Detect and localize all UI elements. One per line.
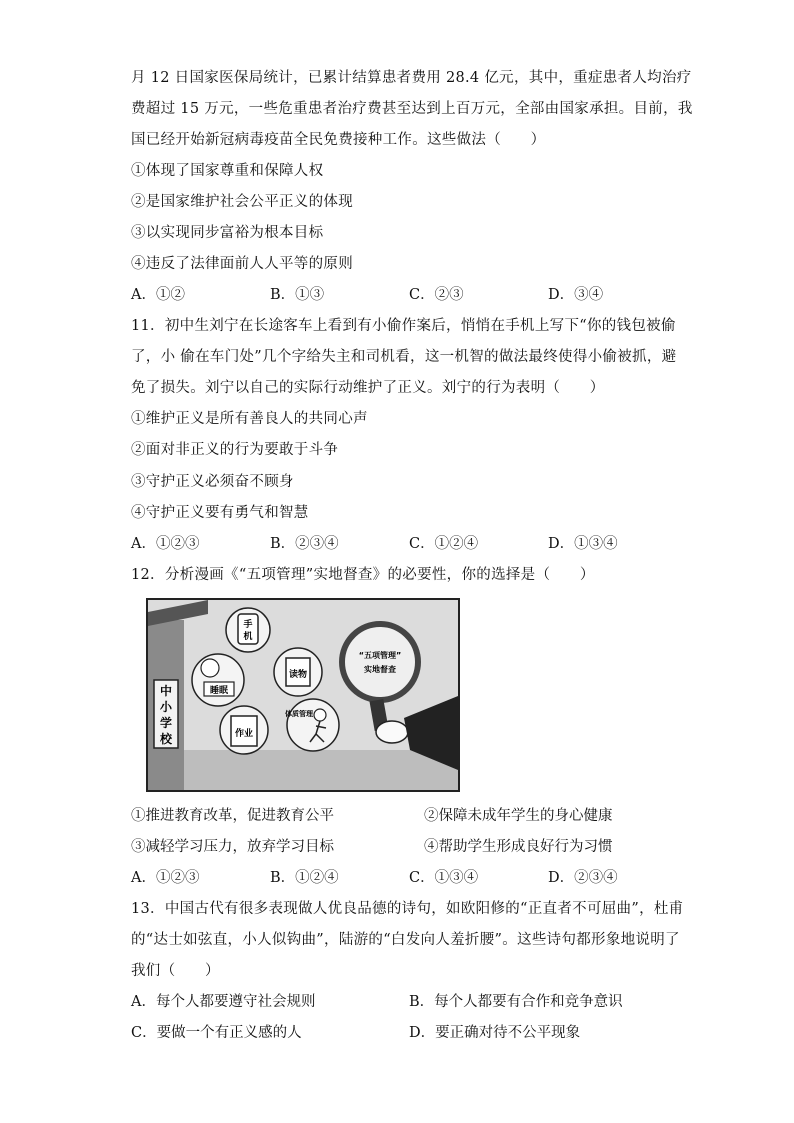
- q10-option-c[interactable]: C．②③: [409, 287, 464, 303]
- q12-option-a[interactable]: A．①②③: [131, 870, 200, 886]
- q11-option-d[interactable]: D．①③④: [548, 536, 618, 552]
- q11-statement-1: ①维护正义是所有善良人的共同心声: [131, 411, 368, 427]
- q11-option-b[interactable]: B．②③④: [270, 536, 339, 552]
- q11-statement-4: ④守护正义要有勇气和智慧: [131, 505, 309, 521]
- cartoon-drawing: [148, 600, 458, 790]
- sleep-bubble: [192, 654, 244, 706]
- hand-icon: [376, 721, 408, 743]
- runner-head-icon: [314, 709, 326, 721]
- q11-statement-2: ②面对非正义的行为要敢于斗争: [131, 442, 339, 458]
- q11-line-2: 了，小 偷在车门处”几个字给失主和司机看，这一机智的做法最终使得小偷被抓，避: [131, 349, 677, 365]
- cartoon-image: [146, 598, 460, 792]
- q10-statement-3: ③以实现同步富裕为根本目标: [131, 225, 324, 241]
- cartoon-ground: [148, 750, 458, 790]
- q12-statement-4: ④帮助学生形成良好行为习惯: [424, 839, 613, 855]
- q11-line-3: 免了损失。刘宁以自己的实际行动维护了正义。刘宁的行为表明（ ）: [131, 380, 605, 396]
- q13-line-3: 我们（ ）: [131, 963, 220, 979]
- q13-option-b[interactable]: B．每个人都要有合作和竞争意识: [409, 994, 623, 1010]
- q13-line-2: 的“达士如弦直，小人似钩曲”，陆游的“白发向人羞折腰”。这些诗句都形象地说明了: [131, 932, 680, 948]
- q12-option-c[interactable]: C．①③④: [409, 870, 479, 886]
- q10-option-a[interactable]: A．①②: [131, 287, 185, 303]
- phone-char-1: 手: [243, 620, 253, 630]
- q10-line-1: 月 12 日国家医保局统计，已累计结算患者费用 28.4 亿元，其中，重症患者人均治疗: [131, 70, 692, 86]
- sleep-label: 睡眠: [209, 686, 229, 696]
- sleeping-face-icon: [201, 659, 219, 677]
- magnifying-glass-icon: [342, 624, 418, 700]
- q10-statement-1: ①体现了国家尊重和保障人权: [131, 163, 324, 179]
- q13-option-c[interactable]: C．要做一个有正义感的人: [131, 1025, 302, 1041]
- q13-line-1: 13．中国古代有很多表现做人优良品德的诗句，如欧阳修的“正直者不可屈曲”，杜甫: [131, 901, 684, 917]
- lens-text-2: 实地督查: [364, 665, 396, 674]
- q12-statement-1: ①推进教育改革，促进教育公平: [131, 808, 334, 824]
- q12-option-b[interactable]: B．①②④: [270, 870, 339, 886]
- q12-option-d[interactable]: D．②③④: [548, 870, 618, 886]
- q10-option-d[interactable]: D．③④: [548, 287, 604, 303]
- school-char-2: 小: [159, 700, 173, 714]
- school-char-4: 校: [159, 732, 173, 746]
- lens-text-1: “五项管理”: [358, 651, 402, 660]
- q13-option-a[interactable]: A．每个人都要遵守社会规则: [131, 994, 316, 1010]
- physique-bubble: [287, 699, 339, 751]
- q11-statement-3: ③守护正义必须奋不顾身: [131, 474, 294, 490]
- phone-char-2: 机: [243, 632, 253, 642]
- q11-option-a[interactable]: A．①②③: [131, 536, 200, 552]
- q12-statement-2: ②保障未成年学生的身心健康: [424, 808, 613, 824]
- q13-option-d[interactable]: D．要正确对待不公平现象: [409, 1025, 581, 1041]
- q11-line-1: 11．初中生刘宁在长途客车上看到有小偷作案后，悄悄在手机上写下“你的钱包被偷: [131, 318, 676, 334]
- q10-statement-4: ④违反了法律面前人人平等的原则: [131, 256, 353, 272]
- school-char-3: 学: [159, 716, 173, 730]
- homework-label: 作业: [234, 729, 254, 739]
- q11-option-c[interactable]: C．①②④: [409, 536, 479, 552]
- q10-line-3: 国已经开始新冠病毒疫苗全民免费接种工作。这些做法（ ）: [131, 132, 546, 148]
- q10-line-2: 费超过 15 万元，一些危重患者治疗费甚至达到上百万元，全部由国家承担。目前，我: [131, 101, 693, 117]
- school-char-1: 中: [159, 684, 173, 698]
- physique-label: 体质管理: [285, 710, 313, 718]
- q12-stem: 12．分析漫画《“五项管理”实地督查》的必要性，你的选择是（ ）: [131, 567, 595, 583]
- q12-statement-3: ③减轻学习压力，放弃学习目标: [131, 839, 334, 855]
- q10-statement-2: ②是国家维护社会公平正义的体现: [131, 194, 353, 210]
- books-label: 读物: [288, 670, 308, 680]
- q10-option-b[interactable]: B．①③: [270, 287, 325, 303]
